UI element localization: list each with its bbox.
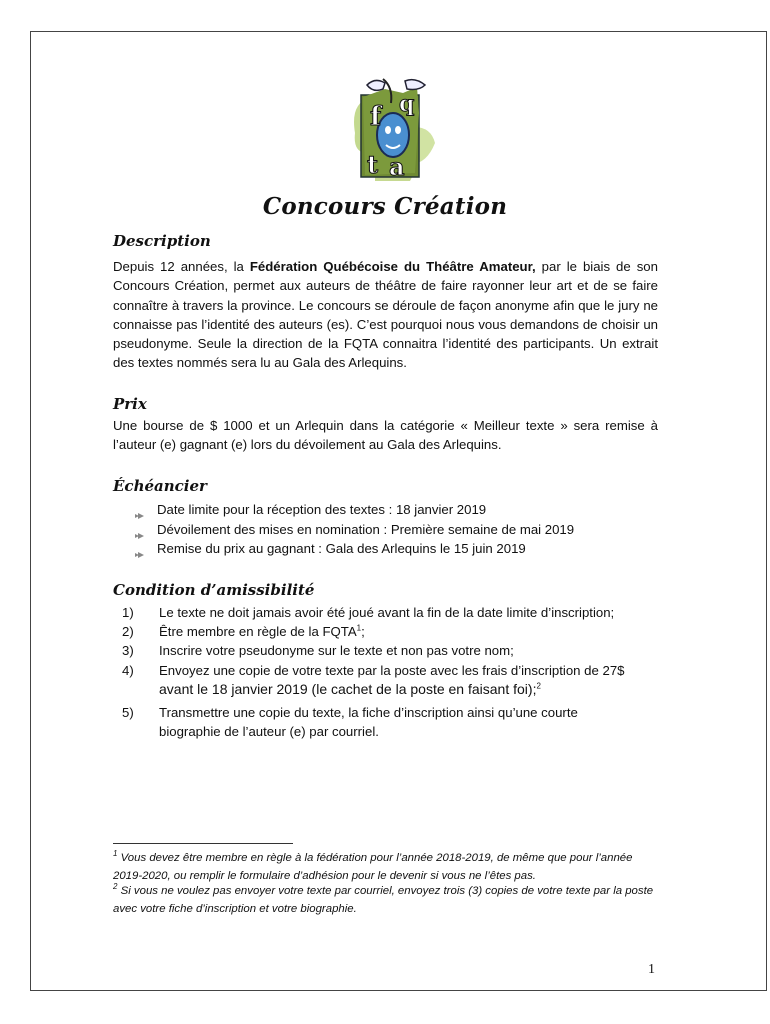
fqta-logo [345,73,440,185]
description-paragraph: Depuis 12 années, la Fédération Québécoise du Théâtre Amateur, par le biais de son Concours Création, permet aux auteurs de théâtre de faire rayonner leur art et de se faire connaître à travers la province. Le concours se déroule de façon anonyme afin que le jury ne connaisse pas l’identité des auteurs (es). C’est pourquoi nous vous demandons de choisir un pseudonyme. Seule la direction de la FQTA connaitra l’identité des participants. Un extrait des textes nommés sera lu au Gala des Arlequins. [113,259,658,371]
heading-prix: Prix [113,395,147,413]
svg-text:a: a [389,152,405,181]
bullet-icon [135,545,145,553]
list-item: 4) Envoyez une copie de votre texte par la poste avec les frais d’inscription de 27$ avant le 18 janvier 2019 (le cachet de la poste en faisant foi);$^2$ [122,663,625,697]
svg-text:t: t [367,150,379,179]
bullet-icon [135,506,145,514]
page-title: Concours Création [262,193,508,220]
heading-description: Description [113,232,211,250]
bullet-icon [135,526,145,534]
page-number: 1 [648,962,655,977]
list-item: Date limite pour la réception des textes : 18 janvier 2019 [135,500,486,520]
list-item: Remise du prix au gagnant : Gala des Arlequins le 15 juin 2019 [135,539,526,559]
heading-condition: Condition d’amissibilité [113,581,315,599]
svg-text:f: f [370,102,382,132]
footnote: $^1$ Vous devez être membre en règle à la fédération pour l’année 2018-2019, de même que pour l’année 2019-2020, ou remplir le formulaire d’adhésion pour le devenir si vous ne l’êtes pas. [113,849,633,882]
svg-text:q: q [399,91,415,117]
footnote-divider [113,843,293,844]
list-item: 1) Le texte ne doit jamais avoir été joué avant la fin de la date limite d’inscription; [122,605,615,620]
footnote: $^2$ Si vous ne voulez pas envoyer votre texte par courriel, envoyez trois (3) copies de votre texte par la poste avec votre fiche d’inscription et votre biographie. [113,882,654,915]
list-item: 2) Être membre en règle de la FQTA$^1$; [122,623,365,639]
prix-paragraph: Une bourse de $ 1000 et un Arlequin dans la catégorie « Meilleur texte » sera remise à l’auteur (e) gagnant (e) lors du dévoilement au Gala des Arlequins. [113,418,658,453]
list-item: 3) Inscrire votre pseudonyme sur le texte et non pas votre nom; [122,643,514,658]
federation-name: Fédération Québécoise du Théâtre Amateur, [249,259,536,274]
heading-echeancier: Échéancier [113,477,207,495]
list-item: Dévoilement des mises en nomination : Première semaine de mai 2019 [135,520,574,540]
list-item: 5) Transmettre une copie du texte, la fiche d’inscription ainsi qu’une courte biographie de l’auteur (e) par courriel. [122,705,578,739]
